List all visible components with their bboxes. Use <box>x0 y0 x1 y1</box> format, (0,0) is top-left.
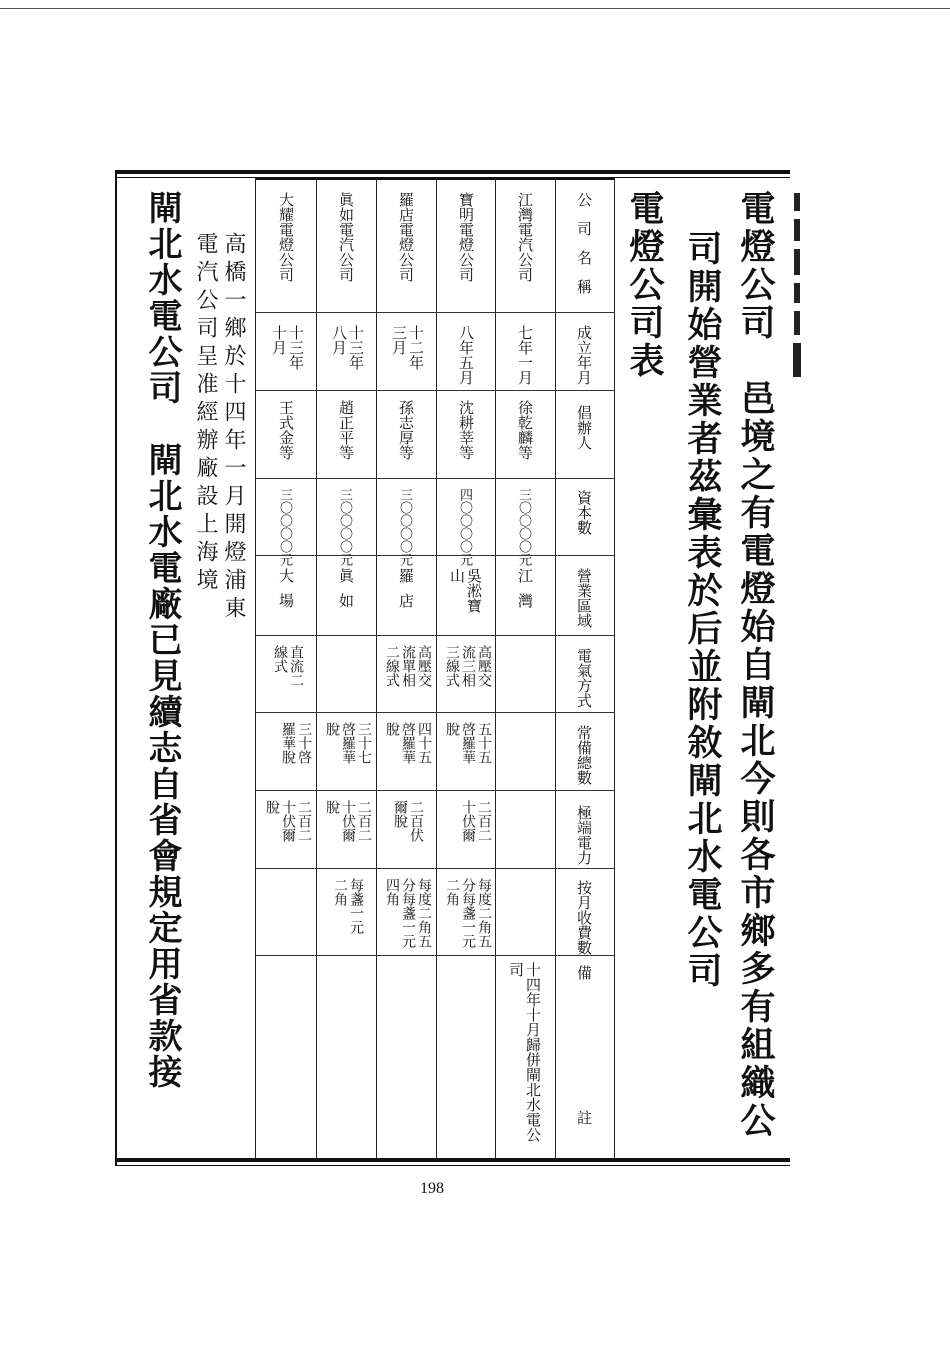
company-area: 眞如 <box>337 568 355 618</box>
company-name: 江灣電汽公司 <box>516 192 534 282</box>
company-founder: 沈耕莘等 <box>457 400 475 460</box>
row-sep-3 <box>255 478 615 479</box>
frame-bottom-rule <box>115 1158 790 1162</box>
row-sep-2 <box>255 390 615 391</box>
company-capital: 三〇〇〇〇元 <box>337 488 352 566</box>
company-power: 二百二十伏爾脫 <box>264 800 312 842</box>
company-area: 吳淞寶山 <box>448 568 483 613</box>
page-number: 198 <box>420 1180 444 1197</box>
table-col-sep-2 <box>495 178 496 1158</box>
row-sep-4 <box>255 555 615 556</box>
company-founded: 十三年十月 <box>270 325 305 370</box>
table-col-sep-1 <box>555 178 556 1158</box>
row-header: 按月收費數 <box>575 880 593 955</box>
table-col-sep-4 <box>376 178 377 1158</box>
table-title: 電燈公司表 <box>624 190 665 380</box>
company-remark: 十四年十月歸併閘北水電公司 <box>507 962 542 1142</box>
company-count: 三十七啓羅華脫 <box>324 722 372 764</box>
frame-bottom-rule-thin <box>115 1165 790 1166</box>
table-col-sep-5 <box>316 178 317 1158</box>
table-top-rule <box>255 178 615 180</box>
company-founder: 趙正平等 <box>337 400 355 460</box>
heading-line-1: 電燈公司 邑境之有電燈始自閘北今則各市鄉多有組織公 <box>735 190 776 1140</box>
company-capital: 三〇〇〇〇元 <box>397 488 412 566</box>
company-name: 寶明電燈公司 <box>457 192 475 282</box>
company-name: 大耀電燈公司 <box>277 192 295 282</box>
table-left-border <box>255 178 256 1158</box>
company-area: 羅店 <box>397 568 415 618</box>
company-area: 大場 <box>277 568 295 618</box>
row-header: 營業區域 <box>575 568 593 628</box>
row-sep-9 <box>255 955 615 956</box>
company-founded: 十二年三月 <box>390 325 425 370</box>
frame-top-rule <box>115 170 790 174</box>
row-sep-7 <box>255 790 615 791</box>
page-edge-marks <box>790 185 804 485</box>
row-header: 成立年月 <box>575 325 593 385</box>
row-sep-8 <box>255 868 615 869</box>
row-header: 常備總數 <box>575 725 593 785</box>
company-method: 直流二線式 <box>272 645 304 687</box>
row-header: 公司名稱 <box>575 192 593 308</box>
company-founder: 王式金等 <box>277 400 295 460</box>
company-method: 高壓交流單相二線式 <box>384 645 432 687</box>
note-line-2: 電汽公司呈准經辦廠設上海境 <box>193 232 218 596</box>
company-founder: 徐乾麟等 <box>516 400 534 460</box>
company-capital: 三〇〇〇〇元 <box>516 488 531 566</box>
company-name: 羅店電燈公司 <box>397 192 415 282</box>
row-sep-6 <box>255 712 615 713</box>
row-header: 備註 <box>575 965 593 1255</box>
company-capital: 四〇〇〇〇元 <box>457 488 472 566</box>
row-header: 電氣方式 <box>575 648 593 708</box>
company-name: 眞如電汽公司 <box>337 192 355 282</box>
company-founded: 七年一月 <box>516 325 534 385</box>
company-count: 三十啓羅華脫 <box>280 722 312 764</box>
table-col-sep-3 <box>436 178 437 1158</box>
company-capital: 三〇〇〇〇元 <box>277 488 292 566</box>
company-count: 四十五啓羅華脫 <box>384 722 432 764</box>
row-sep-1 <box>255 312 615 313</box>
row-header: 資本數 <box>575 490 593 535</box>
top-border <box>0 8 950 9</box>
company-area: 江灣 <box>516 568 534 618</box>
company-founder: 孫志厚等 <box>397 400 415 460</box>
company-fee: 每盞一元二角 <box>332 878 364 934</box>
company-fee: 每度二角五分每盞一元二角 <box>444 878 492 948</box>
heading-line-2: 司開始營業者茲彙表於后並附敘閘北水電公司 <box>682 230 723 990</box>
note-line-1: 高橋一鄉於十四年一月開燈浦東 <box>221 232 246 624</box>
company-fee: 每度二角五分每盞一元四角 <box>384 878 432 948</box>
company-count: 五十五啓羅華脫 <box>444 722 492 764</box>
company-power: 二百二十伏爾 <box>460 800 492 842</box>
company-method: 高壓交流三相三線式 <box>444 645 492 687</box>
row-header: 倡辦人 <box>575 405 593 450</box>
row-header: 極端電力 <box>575 805 593 865</box>
company-power: 二百伏爾脫 <box>392 800 424 842</box>
row-sep-5 <box>255 635 615 636</box>
frame-left-border <box>115 170 117 1165</box>
company-founded: 八年五月 <box>457 325 475 385</box>
table-right-border <box>614 178 615 1158</box>
company-power: 二百二十伏爾脫 <box>324 800 372 842</box>
body-text-line: 閘北水電公司 閘北水電廠已見續志自省會規定用省款接 <box>142 190 182 1090</box>
company-founded: 十三年八月 <box>330 325 365 370</box>
